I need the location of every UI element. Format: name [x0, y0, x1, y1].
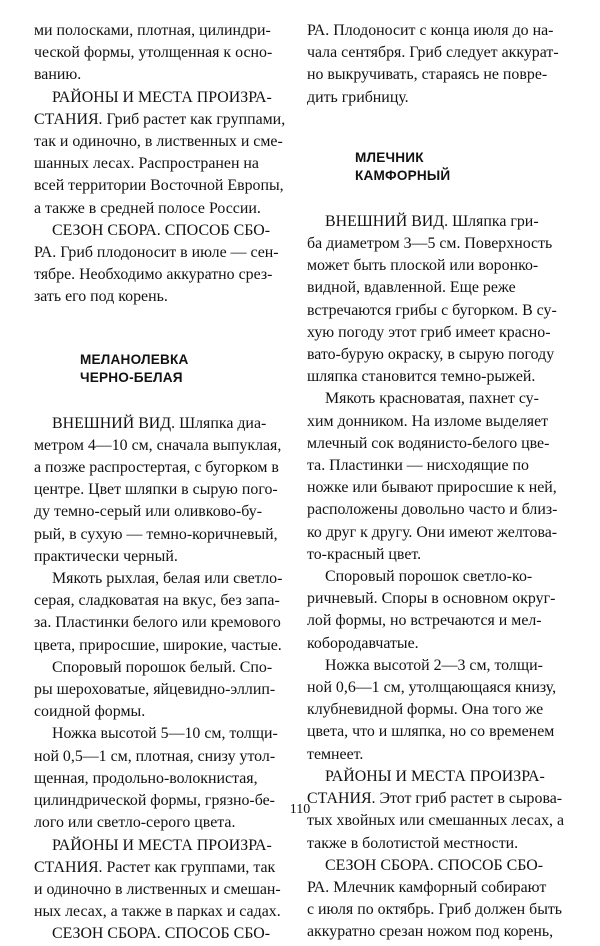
text-line: темнеет. — [307, 745, 364, 763]
text-line: ножке или бывают приросшие к ней, — [307, 479, 557, 497]
text-line: шанных лесах. Распространен на — [34, 155, 259, 173]
right-spore-paragraph — [307, 566, 568, 655]
right-continuation-paragraph — [307, 20, 568, 109]
text-line: Споровый порошок белый. Спо- — [52, 658, 273, 676]
text-line: то-красный цвет. — [307, 545, 422, 563]
text-line: цилиндрической формы, грязно-бе- — [34, 792, 275, 810]
text-line: всей территории Восточной Европы, — [34, 177, 284, 195]
text-line: может быть плоской или воронко- — [307, 257, 539, 275]
text-line: рый, в сухую — темно-коричневый, — [34, 525, 278, 543]
text-line: СЕЗОН СБОРА. СПОСОБ СБО- — [52, 221, 270, 239]
text-line: видной, вдавленной. Еще реже — [307, 279, 516, 297]
text-line: Ножка высотой 2—3 см, толщи- — [325, 656, 543, 674]
page-number: 110 — [289, 802, 311, 817]
text-line: СТАНИЯ. Растет как группами, так — [34, 858, 276, 876]
text-line: ми полосками, плотная, цилиндри- — [34, 22, 271, 39]
right-flesh-paragraph — [307, 388, 568, 566]
text-line: с июля по октябрь. Гриб должен быть — [307, 901, 563, 919]
text-line: ческой формы, утолщенная к осно- — [34, 44, 273, 62]
text-line: практически черный. — [34, 547, 178, 565]
text-line: тябре. Необходимо аккуратно срез- — [34, 266, 273, 284]
text-line: ричневый. Споры в основном округ- — [307, 590, 556, 608]
text-line: метром 4—10 см, сначала выпуклая, — [34, 436, 282, 454]
text-line: кобородавчатые. — [307, 634, 419, 652]
species-title-melanoleuca — [34, 351, 284, 387]
text-line: РА. Плодоносит с конца июля до на- — [307, 22, 554, 39]
text-line: ры шероховатые, яйцевидно-эллип- — [34, 681, 276, 699]
text-line: ба диаметром 3—5 см. Поверхность — [307, 235, 553, 253]
text-line: а позже распростертая, с бугорком в — [34, 459, 279, 477]
text-line: СЕЗОН СБОРА. СПОСОБ СБО- — [52, 925, 270, 943]
left-appearance-paragraph — [34, 413, 284, 568]
text-line: ванию. — [34, 66, 82, 84]
text-line: МЛЕЧНИК — [355, 149, 424, 165]
text-line: лой формы, но встречаются и мел- — [307, 612, 542, 630]
text-line: РА. Гриб плодоносит в июле — сен- — [34, 244, 279, 262]
text-line: хую погоду этот гриб имеет красно- — [307, 323, 551, 341]
text-line: чала сентября. Гриб следует аккурат- — [307, 44, 559, 62]
text-line: лого или светло-серого цвета. — [34, 814, 236, 832]
text-line: ВНЕШНИЙ ВИД. Шляпка гри- — [325, 212, 539, 230]
text-line: шляпка становится темно-рыжей. — [307, 368, 536, 386]
text-line: МЕЛАНОЛЕВКА — [80, 351, 189, 367]
text-line: СЕЗОН СБОРА. СПОСОБ СБО- — [325, 856, 543, 874]
text-line: центре. Цвет шляпки в сырую пого- — [34, 481, 278, 499]
left-spore-paragraph — [34, 657, 284, 724]
text-line: зать его под корень. — [34, 288, 168, 306]
species-title-lactarius — [307, 149, 568, 185]
text-line: дить грибницу. — [307, 88, 409, 106]
left-continuation-paragraph — [34, 20, 284, 87]
text-line: щенная, продольно-волокнистая, — [34, 769, 258, 787]
text-line: серая, сладковатая на вкус, без запа- — [34, 592, 280, 610]
text-line: тых хвойных или смешанных лесах, а — [307, 812, 565, 830]
text-line: Мякоть красноватая, пахнет су- — [325, 390, 539, 408]
right-stem-paragraph — [307, 655, 568, 766]
text-line: ной 0,6—1 см, утолщающаяся книзу, — [307, 679, 557, 697]
text-line: ко друг к другу. Они имеют желтова- — [307, 523, 558, 541]
text-line: РАЙОНЫ И МЕСТА ПРОИЗРА- — [52, 836, 272, 854]
text-line: ЧЕРНО-БЕЛАЯ — [80, 369, 183, 385]
text-line: КАМФОРНЫЙ — [355, 167, 451, 183]
text-line: Споровый порошок светло-ко- — [325, 568, 533, 586]
text-line: также в болотистой местности. — [307, 834, 519, 852]
text-line: ной 0,5—1 см, плотная, снизу утол- — [34, 747, 276, 765]
text-line: СТАНИЯ. Этот гриб растет в сырова- — [307, 790, 563, 808]
text-line: ду темно-серый или оливково-бу- — [34, 503, 262, 521]
text-line: но выкручивать, стараясь не повре- — [307, 66, 548, 84]
text-line: встречаются грибы с бугорком. В су- — [307, 301, 557, 319]
text-line: ВНЕШНИЙ ВИД. Шляпка диа- — [52, 414, 267, 432]
text-line: ных лесах, а также в парках и садах. — [34, 903, 281, 921]
text-line: РАЙОНЫ И МЕСТА ПРОИЗРА- — [325, 767, 545, 785]
text-line: а также в средней полосе России. — [34, 199, 261, 217]
text-line: млечный сок водянисто-белого цве- — [307, 434, 550, 452]
text-line: РА. Млечник камфорный собирают — [307, 878, 547, 896]
text-line: Ножка высотой 5—10 см, толщи- — [52, 725, 278, 743]
left-habitat2-paragraph — [34, 835, 284, 924]
right-appearance-paragraph — [307, 211, 568, 389]
text-line: клубневидной формы. Она того же — [307, 701, 544, 719]
text-line: так и одиночно, в лиственных и сме- — [34, 133, 283, 151]
left-flesh-paragraph — [34, 568, 284, 657]
left-season2-paragraph — [34, 923, 284, 945]
text-line: расположены довольно часто и близ- — [307, 501, 558, 519]
text-line: аккуратно срезан ножом под корень, — [307, 923, 554, 941]
text-line: и одиночно в лиственных и смешан- — [34, 880, 281, 898]
text-line: хим донником. На изломе выделяет — [307, 412, 549, 430]
left-season-paragraph — [34, 220, 284, 309]
text-line: цвета, что и шляпка, но со временем — [307, 723, 555, 741]
text-line: СТАНИЯ. Гриб растет как группами, — [34, 110, 286, 128]
left-habitat-paragraph — [34, 87, 284, 220]
text-line: вато-бурую окраску, в сырую погоду — [307, 346, 555, 364]
right-season-paragraph — [307, 855, 568, 944]
text-line: Мякоть рыхлая, белая или светло- — [52, 570, 283, 588]
text-line: за. Пластинки белого или кремового — [34, 614, 281, 632]
text-line: соидной формы. — [34, 703, 146, 721]
text-line: цвета, приросшие, широкие, частые. — [34, 636, 282, 654]
text-line: та. Пластинки — нисходящие по — [307, 457, 529, 475]
text-line: РАЙОНЫ И МЕСТА ПРОИЗРА- — [52, 88, 272, 106]
